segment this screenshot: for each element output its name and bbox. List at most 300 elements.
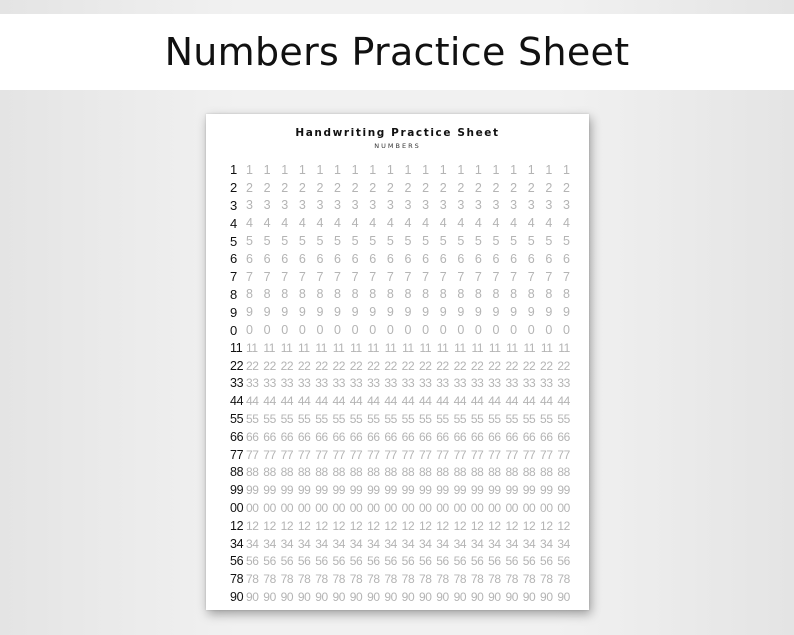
trace-number: 5 [246, 234, 253, 249]
trace-number: 9 [492, 305, 500, 320]
trace-number: 00 [470, 501, 484, 516]
trace-number: 78 [246, 572, 259, 587]
trace-numbers [245, 465, 570, 479]
banner-title: Numbers Practice Sheet [164, 30, 630, 74]
trace-number: 56 [315, 554, 328, 569]
trace-number: 88 [384, 465, 397, 480]
trace-number: 00 [488, 501, 501, 516]
trace-number: 34 [367, 536, 380, 551]
trace-number: 33 [384, 376, 397, 391]
trace-number: 6 [334, 251, 341, 266]
trace-number: 11 [367, 340, 380, 355]
trace-number: 1 [474, 162, 482, 177]
trace-number: 78 [384, 572, 397, 587]
trace-number: 9 [562, 305, 570, 320]
trace-number: 00 [436, 501, 449, 516]
trace-number: 99 [246, 483, 259, 498]
model-number: 3 [230, 197, 238, 213]
trace-number: 2 [457, 180, 465, 195]
trace-number: 90 [263, 590, 276, 605]
trace-number: 0 [439, 323, 447, 338]
trace-number: 7 [386, 269, 394, 284]
trace-number: 1 [492, 162, 500, 177]
trace-number: 7 [298, 269, 306, 284]
trace-number: 11 [315, 340, 328, 355]
trace-number: 4 [246, 216, 253, 231]
trace-number: 55 [557, 412, 570, 427]
trace-number: 0 [351, 323, 359, 338]
trace-number: 6 [386, 251, 394, 266]
trace-numbers [245, 412, 570, 426]
trace-number: 34 [246, 536, 259, 551]
trace-number: 66 [436, 429, 449, 444]
model-number: 2 [230, 180, 238, 196]
trace-number: 78 [263, 572, 276, 587]
trace-number: 66 [246, 429, 259, 444]
trace-number: 4 [298, 216, 306, 231]
trace-number: 8 [492, 287, 500, 302]
trace-number: 7 [422, 269, 430, 284]
trace-number: 88 [332, 465, 346, 480]
trace-number: 7 [474, 269, 482, 284]
trace-number: 90 [332, 590, 346, 605]
trace-number: 22 [418, 358, 432, 373]
trace-number: 99 [367, 483, 380, 498]
trace-number: 56 [297, 554, 311, 569]
trace-number: 00 [349, 501, 363, 516]
trace-number: 56 [470, 554, 484, 569]
trace-number: 0 [386, 323, 394, 338]
trace-number: 55 [263, 412, 276, 427]
trace-number: 44 [332, 394, 346, 409]
trace-number: 33 [263, 376, 276, 391]
trace-number: 22 [470, 358, 484, 373]
trace-number: 2 [439, 180, 447, 195]
trace-number: 11 [332, 340, 345, 355]
trace-number: 77 [540, 447, 553, 462]
trace-number: 56 [384, 554, 397, 569]
trace-number: 8 [316, 287, 324, 302]
trace-number: 6 [545, 251, 553, 266]
trace-number: 44 [367, 394, 380, 409]
trace-number: 6 [369, 251, 377, 266]
trace-number: 77 [297, 447, 311, 462]
trace-number: 66 [401, 429, 415, 444]
trace-number: 8 [457, 287, 465, 302]
practice-row [230, 268, 570, 286]
trace-number: 0 [457, 323, 465, 338]
trace-number: 8 [545, 287, 553, 302]
trace-numbers [242, 234, 570, 248]
trace-number: 00 [315, 501, 328, 516]
trace-number: 88 [263, 465, 276, 480]
trace-number: 99 [384, 483, 397, 498]
trace-number: 78 [349, 572, 363, 587]
trace-number: 77 [263, 447, 276, 462]
trace-number: 99 [401, 483, 415, 498]
trace-number: 2 [263, 180, 271, 195]
trace-number: 55 [453, 412, 467, 427]
trace-number: 33 [540, 376, 553, 391]
trace-number: 2 [298, 180, 306, 195]
trace-number: 12 [384, 518, 397, 533]
trace-number: 7 [316, 269, 324, 284]
trace-number: 0 [492, 323, 500, 338]
trace-number: 8 [351, 287, 359, 302]
trace-number: 78 [540, 572, 553, 587]
practice-row [230, 588, 570, 606]
trace-number: 22 [384, 358, 397, 373]
trace-number: 0 [334, 323, 341, 338]
trace-number: 12 [436, 518, 449, 533]
trace-number: 0 [263, 323, 271, 338]
trace-number: 00 [540, 501, 553, 516]
trace-number: 1 [422, 162, 430, 177]
model-number: 00 [230, 501, 244, 516]
trace-number: 8 [386, 287, 394, 302]
trace-numbers [242, 181, 570, 195]
trace-number: 12 [349, 518, 363, 533]
trace-number: 22 [297, 358, 311, 373]
trace-number: 1 [263, 162, 271, 177]
trace-number: 3 [422, 198, 430, 213]
practice-row [230, 375, 570, 393]
trace-number: 2 [386, 180, 394, 195]
trace-number: 34 [263, 536, 276, 551]
trace-number: 00 [522, 501, 536, 516]
trace-number: 0 [474, 323, 482, 338]
trace-number: 1 [439, 162, 447, 177]
trace-number: 77 [488, 447, 501, 462]
trace-number: 3 [404, 198, 412, 213]
trace-number: 0 [316, 323, 324, 338]
trace-number: 77 [315, 447, 328, 462]
trace-number: 55 [297, 412, 311, 427]
trace-number: 8 [527, 287, 535, 302]
trace-number: 55 [505, 412, 519, 427]
trace-number: 88 [367, 465, 380, 480]
trace-number: 78 [367, 572, 380, 587]
trace-number: 11 [419, 340, 432, 355]
trace-number: 00 [557, 501, 570, 516]
trace-number: 11 [350, 340, 362, 355]
trace-number: 8 [246, 287, 253, 302]
model-number: 34 [230, 536, 244, 551]
model-number: 99 [230, 483, 244, 498]
trace-number: 77 [470, 447, 484, 462]
trace-number: 3 [474, 198, 482, 213]
trace-number: 44 [488, 394, 501, 409]
trace-number: 8 [404, 287, 412, 302]
trace-number: 90 [384, 590, 397, 605]
trace-number: 2 [351, 180, 359, 195]
trace-numbers [245, 590, 570, 604]
trace-number: 9 [369, 305, 377, 320]
trace-number: 12 [297, 518, 311, 533]
trace-number: 11 [540, 340, 553, 355]
model-number: 90 [230, 590, 244, 605]
trace-number: 77 [505, 447, 519, 462]
practice-row [230, 446, 570, 464]
trace-number: 78 [470, 572, 484, 587]
trace-number: 00 [401, 501, 415, 516]
trace-number: 55 [540, 412, 553, 427]
trace-number: 56 [540, 554, 553, 569]
trace-number: 5 [562, 234, 570, 249]
trace-numbers [245, 554, 570, 568]
trace-number: 88 [505, 465, 519, 480]
trace-number: 77 [367, 447, 380, 462]
trace-number: 7 [439, 269, 447, 284]
model-number: 56 [230, 554, 244, 569]
practice-row [230, 321, 570, 339]
trace-number: 22 [453, 358, 467, 373]
trace-number: 5 [545, 234, 553, 249]
practice-row [230, 303, 570, 321]
trace-number: 44 [297, 394, 311, 409]
trace-number: 22 [436, 358, 449, 373]
trace-number: 88 [540, 465, 553, 480]
trace-number: 56 [557, 554, 570, 569]
model-number: 8 [230, 286, 238, 302]
trace-number: 33 [522, 376, 536, 391]
model-number: 7 [230, 269, 238, 285]
trace-number: 66 [297, 429, 311, 444]
trace-number: 34 [470, 536, 484, 551]
trace-number: 56 [263, 554, 276, 569]
trace-number: 77 [246, 447, 259, 462]
trace-number: 12 [488, 518, 501, 533]
trace-number: 2 [474, 180, 482, 195]
trace-number: 4 [510, 216, 518, 231]
trace-number: 34 [540, 536, 553, 551]
model-number: 1 [230, 162, 238, 178]
model-number: 11 [230, 340, 243, 355]
trace-number: 5 [457, 234, 465, 249]
trace-number: 22 [488, 358, 501, 373]
trace-number: 55 [315, 412, 328, 427]
trace-number: 11 [454, 340, 466, 355]
trace-number: 5 [527, 234, 535, 249]
trace-number: 4 [263, 216, 271, 231]
trace-numbers [245, 359, 570, 373]
trace-number: 8 [369, 287, 377, 302]
trace-number: 3 [281, 198, 289, 213]
practice-row [230, 392, 570, 410]
trace-number: 34 [505, 536, 519, 551]
trace-number: 5 [386, 234, 394, 249]
trace-number: 12 [470, 518, 484, 533]
trace-number: 12 [540, 518, 553, 533]
trace-number: 34 [315, 536, 328, 551]
trace-number: 4 [474, 216, 482, 231]
trace-number: 56 [367, 554, 380, 569]
trace-number: 5 [474, 234, 482, 249]
trace-number: 78 [436, 572, 449, 587]
trace-number: 1 [527, 162, 535, 177]
trace-number: 9 [386, 305, 394, 320]
trace-number: 7 [510, 269, 518, 284]
trace-number: 88 [246, 465, 259, 480]
trace-number: 44 [505, 394, 519, 409]
trace-number: 99 [332, 483, 346, 498]
title-banner [0, 14, 794, 90]
trace-number: 22 [505, 358, 519, 373]
trace-number: 12 [332, 518, 346, 533]
trace-number: 4 [404, 216, 412, 231]
trace-number: 8 [474, 287, 482, 302]
trace-number: 6 [457, 251, 465, 266]
trace-number: 34 [280, 536, 294, 551]
trace-number: 6 [281, 251, 289, 266]
trace-number: 66 [315, 429, 328, 444]
trace-number: 9 [351, 305, 359, 320]
trace-number: 88 [349, 465, 363, 480]
practice-sheet-page [206, 114, 589, 610]
trace-number: 33 [280, 376, 294, 391]
model-number: 77 [230, 447, 244, 462]
practice-row [230, 499, 570, 517]
trace-number: 11 [558, 340, 570, 355]
trace-number: 90 [315, 590, 328, 605]
trace-number: 8 [510, 287, 518, 302]
trace-number: 90 [453, 590, 467, 605]
trace-number: 4 [281, 216, 289, 231]
practice-row [230, 339, 570, 357]
trace-numbers [242, 252, 570, 266]
trace-number: 11 [488, 340, 501, 355]
sheet-subtitle: NUMBERS [374, 142, 421, 150]
trace-number: 0 [281, 323, 289, 338]
trace-number: 78 [453, 572, 467, 587]
trace-number: 90 [418, 590, 432, 605]
trace-number: 55 [488, 412, 501, 427]
trace-number: 1 [510, 162, 518, 177]
trace-number: 6 [263, 251, 271, 266]
trace-number: 4 [562, 216, 570, 231]
trace-numbers [245, 430, 570, 444]
trace-number: 33 [367, 376, 380, 391]
trace-number: 44 [349, 394, 363, 409]
trace-number: 3 [263, 198, 271, 213]
trace-number: 0 [404, 323, 412, 338]
trace-number: 33 [436, 376, 449, 391]
trace-number: 2 [246, 180, 253, 195]
trace-numbers [245, 341, 570, 355]
trace-number: 56 [332, 554, 346, 569]
trace-number: 3 [316, 198, 324, 213]
trace-number: 9 [334, 305, 341, 320]
trace-number: 1 [334, 162, 341, 177]
trace-number: 00 [246, 501, 259, 516]
trace-number: 66 [557, 429, 570, 444]
trace-number: 22 [540, 358, 553, 373]
trace-number: 5 [439, 234, 447, 249]
trace-number: 34 [401, 536, 415, 551]
trace-number: 11 [298, 340, 310, 355]
trace-number: 9 [316, 305, 324, 320]
trace-number: 3 [527, 198, 535, 213]
trace-number: 3 [492, 198, 500, 213]
trace-number: 88 [315, 465, 328, 480]
model-number: 33 [230, 376, 244, 391]
trace-number: 78 [488, 572, 501, 587]
trace-number: 7 [334, 269, 341, 284]
trace-number: 77 [522, 447, 536, 462]
practice-row [230, 286, 570, 304]
trace-number: 99 [297, 483, 311, 498]
trace-number: 22 [332, 358, 346, 373]
trace-number: 7 [404, 269, 412, 284]
trace-number: 33 [315, 376, 328, 391]
trace-number: 88 [401, 465, 415, 480]
trace-number: 8 [334, 287, 341, 302]
practice-row [230, 535, 570, 553]
trace-number: 88 [557, 465, 570, 480]
trace-number: 99 [436, 483, 449, 498]
practice-row [230, 179, 570, 197]
trace-number: 1 [316, 162, 324, 177]
trace-number: 88 [488, 465, 501, 480]
practice-row [230, 232, 570, 250]
trace-number: 90 [401, 590, 415, 605]
trace-number: 0 [562, 323, 570, 338]
trace-number: 33 [418, 376, 432, 391]
trace-number: 11 [471, 340, 484, 355]
trace-number: 0 [422, 323, 430, 338]
trace-number: 34 [488, 536, 501, 551]
trace-number: 99 [280, 483, 294, 498]
trace-number: 78 [297, 572, 311, 587]
trace-number: 11 [523, 340, 536, 355]
trace-number: 55 [522, 412, 536, 427]
trace-number: 90 [470, 590, 484, 605]
trace-number: 4 [351, 216, 359, 231]
trace-number: 0 [298, 323, 306, 338]
trace-number: 11 [436, 340, 449, 355]
trace-number: 4 [369, 216, 377, 231]
trace-number: 6 [562, 251, 570, 266]
practice-row [230, 517, 570, 535]
trace-number: 66 [470, 429, 484, 444]
model-number: 55 [230, 412, 244, 427]
trace-number: 00 [280, 501, 294, 516]
trace-number: 44 [315, 394, 328, 409]
trace-number: 8 [422, 287, 430, 302]
trace-number: 3 [369, 198, 377, 213]
practice-row [230, 570, 570, 588]
trace-number: 56 [280, 554, 294, 569]
trace-number: 8 [263, 287, 271, 302]
trace-number: 33 [453, 376, 467, 391]
trace-number: 4 [439, 216, 447, 231]
trace-number: 6 [422, 251, 430, 266]
trace-number: 66 [367, 429, 380, 444]
trace-number: 90 [488, 590, 501, 605]
trace-number: 22 [246, 358, 259, 373]
trace-number: 88 [418, 465, 432, 480]
trace-numbers [242, 270, 570, 284]
model-number: 78 [230, 572, 244, 587]
trace-numbers [245, 376, 570, 390]
trace-number: 0 [246, 323, 253, 338]
trace-number: 66 [540, 429, 553, 444]
trace-numbers [242, 305, 570, 319]
trace-number: 55 [367, 412, 380, 427]
trace-number: 55 [470, 412, 484, 427]
trace-number: 00 [367, 501, 380, 516]
trace-number: 99 [522, 483, 536, 498]
